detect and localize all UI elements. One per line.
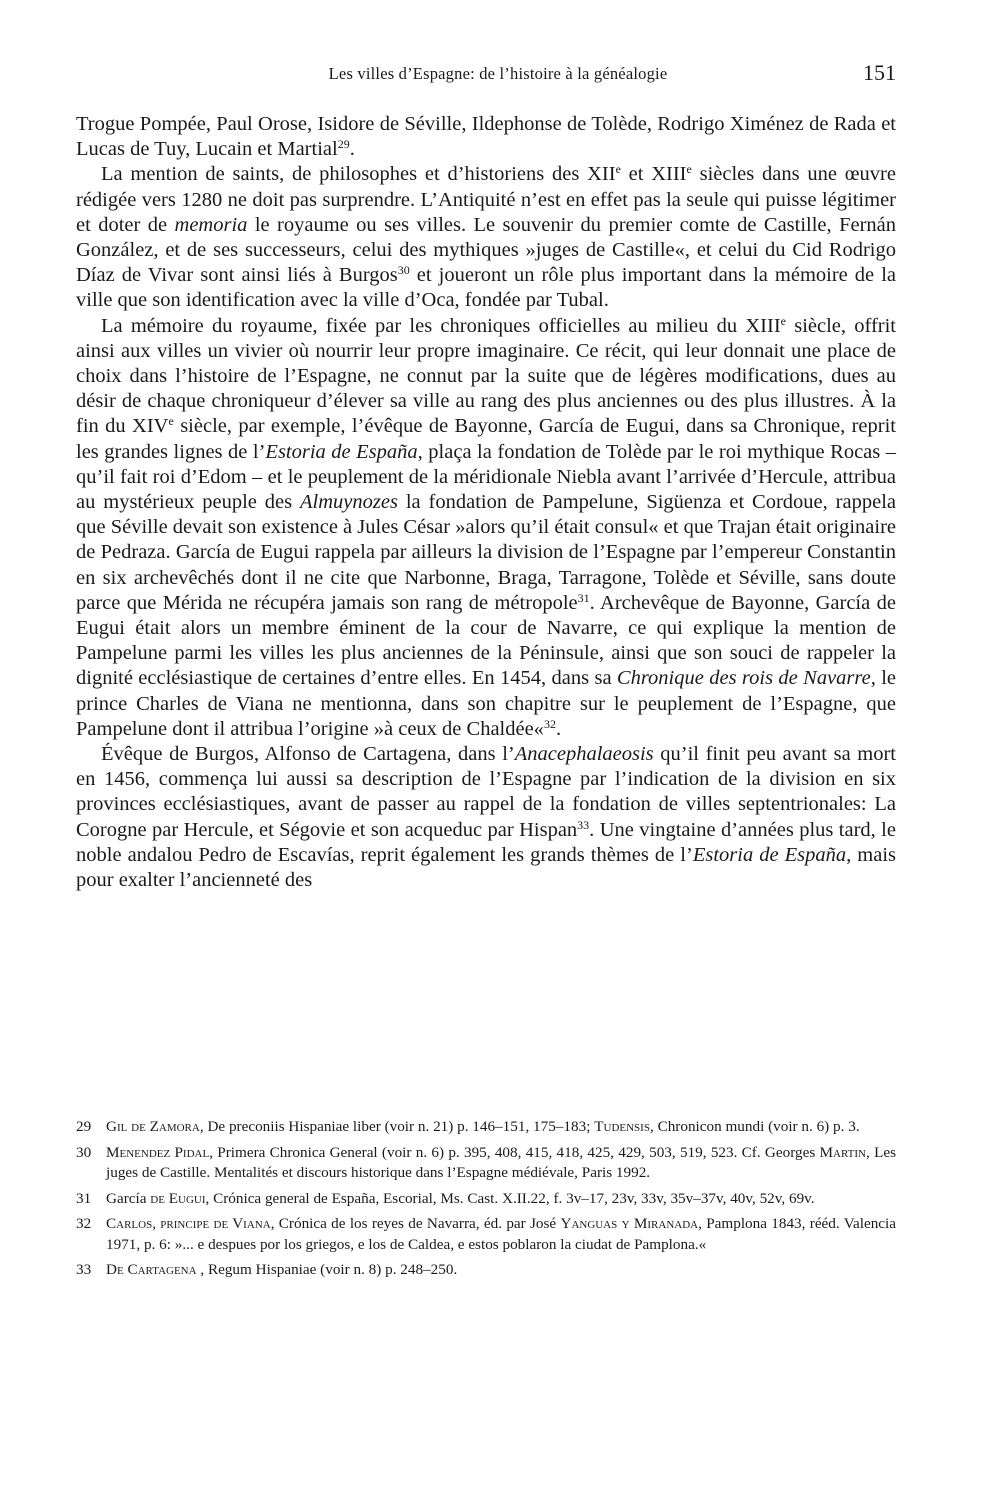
footnote-ref-32: 32 — [543, 716, 556, 731]
footnote-29 — [76, 1117, 896, 1137]
paragraph-2: La mention de saints, de philosophes et d’historiens des XIIe et XIIIe siècles dans une œuvre rédigée vers 1280 ne doit pas surprendre. L’Antiquité n’est en effet pas la seule qui puisse légitimer et doter de memoria le royaume ou ses villes. Le souvenir du premier comte de Castille, Fernán González, et de ses successeurs, celui des mythiques »juges de Castille«, et celui du Cid Rodrigo Díaz de Vivar sont ainsi liés à Burgos$^{30}$ et joueront un rôle plus important dans la mémoire de la ville que son identification avec la ville d’Oca, fondée par Tubal. — [76, 162, 897, 312]
footnote-text: De Cartagena , Regum Hispaniae (voir n. 8) p. 248–250. — [106, 1261, 458, 1279]
page-number: 151 — [863, 60, 896, 85]
footnote-ref-33: 33 — [577, 817, 590, 832]
footnote-30 — [76, 1143, 896, 1183]
footnote-number: 30 — [76, 1143, 92, 1161]
paragraph-1: Trogue Pompée, Paul Orose, Isidore de Séville, Ildephonse de Tolède, Rodrigo Ximénez de Rada et Lucas de Tuy, Lucain et Martial$^{29}$. — [76, 113, 896, 161]
paragraph-3: La mémoire du royaume, fixée par les chroniques officielles au milieu du XIIIe siècle, offrit ainsi aux villes un vivier où nourrir leur propre imaginaire. Ce récit, qui leur donnait une place de choix dans l’histoire de l’Espagne, ne connut par la suite que de légères modifications, dues au désir de chaque chroniqueur d’élever sa ville au rang des plus anciennes ou des plus illustres. À la fin du XIVe siècle, par exemple, l’évêque de Bayonne, García de Eugui, dans sa Chronique, reprit les grandes lignes de l’Estoria de España, plaça la fondation de Tolède par le roi mythique Rocas – qu’il fait roi d’Edom – et le peuplement de la méridionale Niebla avant l’arrivée d’Hercule, attribua au mystérieux peuple des Almuynozes la fondation de Pampelune, Sigüenza et Cordoue, rappela que Séville devait son existence à Jules César »alors qu’il était consul« et que Trajan était originaire de Pedraza. García de Eugui rappela par ailleurs la division de l’Espagne par l’empereur Constantin en six archevêchés dont il ne cite que Narbonne, Braga, Tarragone, Tolède et Séville, sans doute parce que Mérida ne récupéra jamais son rang de métropole$^{31}$. Archevêque de Bayonne, García de Eugui était alors un membre éminent de la cour de Navarre, ce qui explique la mention de Pampelune parmi les villes les plus anciennes de la Péninsule, ainsi que son souci de rappeler la dignité ecclésiastique de certaines d’entre elles. En 1454, dans sa Chronique des rois de Navarre, le prince Charles de Viana ne mentionna, dans son chapitre sur le peuplement de l’Espagne, que Pampelune dont il attribua l’origine »à ceux de Chaldée«$^{32}$. — [76, 313, 897, 740]
footnote-ref-30: 30 — [397, 263, 410, 278]
footnote-number: 29 — [76, 1118, 92, 1135]
body-text — [76, 112, 896, 893]
footnote-number: 32 — [76, 1215, 92, 1233]
footnote-number: 33 — [76, 1261, 92, 1279]
footnote-33 — [76, 1260, 896, 1280]
footnote-31 — [76, 1189, 896, 1209]
footnotes — [76, 1117, 896, 1286]
running-header — [100, 62, 896, 92]
footnote-32 — [76, 1214, 896, 1254]
paragraph-4: Évêque de Burgos, Alfonso de Cartagena, dans l’Anacephalaeosis qu’il finit peu avant sa mort en 1456, commença lui aussi sa description de l’Espagne par l’indication de la division en six provinces ecclésiastiques, avant de passer au rappel de la fondation de villes septentrionales: La Corogne par Hercule, et Ségovie et son acqueduc par Hispan$^{33}$. Une vingtaine d’années plus tard, le noble andalou Pedro de Escavías, reprit également les grands thèmes de l’Estoria de España, mais pour exalter l’ancienneté des — [76, 743, 897, 892]
footnote-ref-31: 31 — [577, 590, 590, 605]
footnote-text: Gil de Zamora, De preconiis Hispaniae liber (voir n. 21) p. 146–151, 175–183; Tudensis, Chronicon mundi (voir n. 6) p. 3. — [106, 1118, 860, 1135]
running-title: Les villes d’Espagne: de l’histoire à la généalogie — [328, 64, 668, 83]
footnote-text: Menendez Pidal, Primera Chronica General (voir n. 6) p. 395, 408, 415, 418, 425, 429, 503, 519, 523. Cf. Georges Martin, Les juges de Castille. Mentalités et discours historique dans l’Espagne médiévale, Paris 1992. — [106, 1143, 897, 1181]
footnote-text: Carlos, principe de Viana, Crónica de los reyes de Navarra, éd. par José Yanguas y Miranada, Pamplona 1843, rééd. Valencia 1971, p. 6: »... e despues por los griegos, e los de Caldea, e estos poblaron la ciudat de Pamplona.« — [106, 1215, 897, 1253]
footnote-text: García de Eugui, Crónica general de España, Escorial, Ms. Cast. X.II.22, f. 3v–17, 23v, 33v, 35v–37v, 40v, 52v, 69v. — [106, 1189, 815, 1207]
footnote-number: 31 — [76, 1189, 92, 1207]
footnote-ref-29: 29 — [337, 137, 350, 152]
